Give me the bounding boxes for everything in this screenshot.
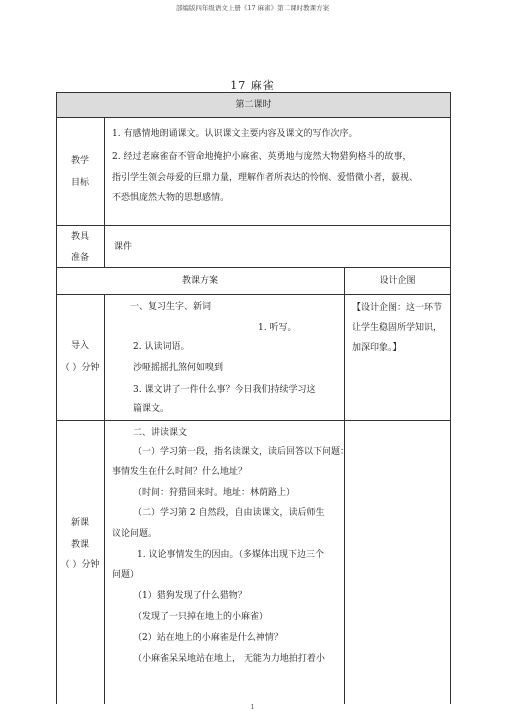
rule (56, 225, 451, 226)
intro-line: 沙哑摇摇扎煞何如嗅到 (133, 363, 224, 373)
column-header-intent: 设计企图 (379, 276, 416, 286)
tools-label: 准备 (70, 253, 89, 263)
intro-label: 导入 (70, 341, 89, 351)
intent-line: 【设计企图：这一环节 (352, 303, 443, 313)
tools-label: 教具 (70, 232, 89, 242)
intro-line: 3. 课文讲了一件什么事？今日我们持续学习这 (133, 385, 316, 395)
intro-line: 2. 认读词语。 (133, 342, 190, 352)
intro-line: 篇课文。 (133, 404, 170, 414)
goal-line: 2. 经过老麻雀奋不管命地掩护小麻雀、英勇地与庞然大物猎狗格斗的故事， (112, 152, 412, 162)
intent-line: 加深印象。】 (352, 343, 402, 353)
page-number: 1 (250, 704, 255, 711)
lesson-line: （二）学习第 2 自然段，自由读课文，读后师生 (133, 508, 325, 518)
page-header: 部编版四年级语文上册《17 麻雀》第二课时教课方案 (175, 4, 330, 12)
lesson-line: （时间：狩猎回来时。地址：林荫路上） (133, 488, 296, 498)
lesson-line: （小麻雀呆呆地站在地上， 无能为力地拍打着小 (133, 654, 325, 664)
rule (56, 267, 451, 268)
rule (56, 294, 451, 295)
rule (104, 294, 105, 704)
intent-line: 让学生稳固所学知识， (352, 323, 443, 333)
lesson-line: （1）猎狗发现了什么猎物？ (133, 591, 247, 601)
period-label: 第二课时 (235, 100, 272, 110)
lesson-line: （一）学习第一段，指名读课文，读后回答以下问题： (133, 447, 350, 457)
lesson-line: 事情发生在什么时间？什么地址？ (112, 467, 248, 477)
lesson-line: 二、讲读课文 (133, 428, 188, 438)
rule (344, 267, 345, 704)
new-lesson-label: 新课 (70, 518, 89, 528)
lesson-line: 1. 议论事情发生的因由。（多媒体出现下边三个 (137, 550, 324, 560)
goal-line: 指引学生领会母爱的巨鼎力量，理解作者所表达的怜悯、爱惜微小者，藐视、 (112, 173, 419, 183)
rule (56, 117, 451, 118)
tools-value: 课件 (114, 242, 133, 252)
lesson-line: （发现了一只掉在地上的小麻雀） (133, 612, 269, 622)
new-lesson-label: （ ）分钟 (60, 560, 100, 570)
goals-label: 教学 (70, 156, 89, 166)
goals-label: 目标 (70, 178, 89, 188)
goal-line: 不恐惧庞然大物的思想感情。 (112, 193, 230, 203)
new-lesson-label: 教课 (70, 540, 89, 550)
lesson-line: （2）站在地上的小麻雀是什么神情？ (133, 633, 283, 643)
rule (56, 92, 451, 93)
intro-label: （ ）分钟 (60, 363, 100, 373)
intro-line: 一、复习生字、新词 (130, 302, 212, 312)
intro-line: 1. 听写。 (258, 323, 297, 333)
column-header-plan: 教课方案 (181, 276, 218, 286)
rule (450, 92, 451, 704)
rule (104, 117, 105, 267)
rule (56, 420, 451, 421)
page-title: 17 麻雀 (230, 79, 275, 92)
lesson-line: 议论问题。 (112, 529, 158, 539)
goal-line: 1. 有感情地朗诵课文。认识课文主要内容及课文的写作次序。 (112, 129, 358, 139)
lesson-line: 问题） (112, 570, 140, 580)
